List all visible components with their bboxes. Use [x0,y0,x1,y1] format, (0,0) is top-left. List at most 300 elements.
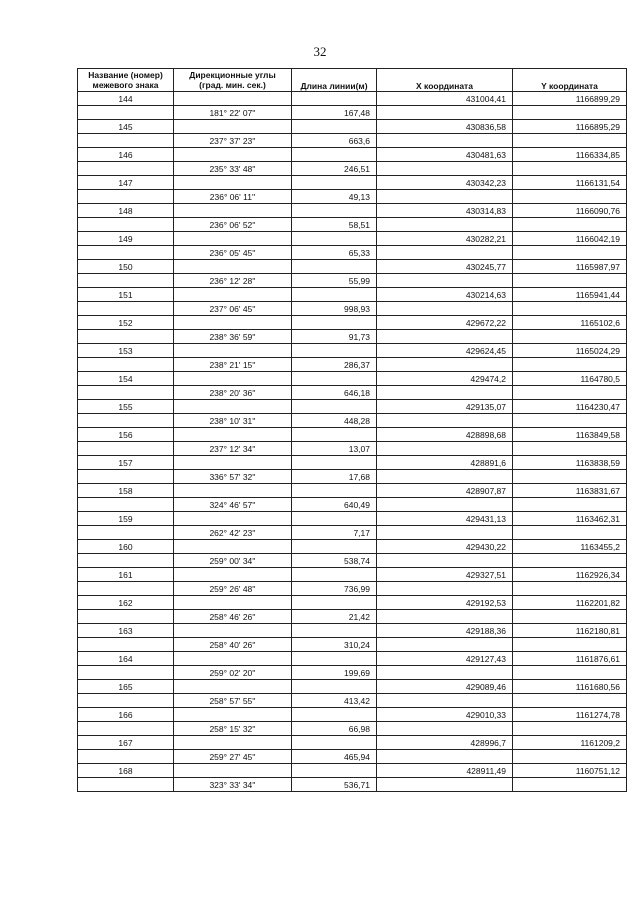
y-coordinate-cell: 1166042,19 [513,232,627,246]
y-coordinate-cell: 1166090,76 [513,204,627,218]
line-length-cell: 448,28 [292,414,377,428]
direction-angle-cell: 235° 33' 48'' [174,162,292,176]
empty-cell [292,624,377,638]
empty-cell [78,274,174,288]
empty-cell [377,358,513,372]
direction-angle-cell: 259° 02' 20'' [174,666,292,680]
empty-cell [377,330,513,344]
table-row [78,400,627,414]
table-row [78,344,627,358]
y-coordinate-cell: 1161680,56 [513,680,627,694]
empty-cell [174,260,292,274]
point-name-cell: 156 [78,428,174,442]
x-coordinate-cell: 430214,63 [377,288,513,302]
table-row [78,428,627,442]
table-body [78,92,627,792]
table-row [78,540,627,554]
direction-angle-cell: 324° 46' 57'' [174,498,292,512]
x-coordinate-cell: 429192,53 [377,596,513,610]
y-coordinate-cell: 1166899,29 [513,92,627,106]
y-coordinate-cell: 1161876,61 [513,652,627,666]
empty-cell [292,512,377,526]
empty-cell [78,554,174,568]
empty-cell [513,246,627,260]
direction-angle-cell: 323° 33' 34'' [174,778,292,792]
empty-cell [78,666,174,680]
empty-cell [174,428,292,442]
table-row [78,512,627,526]
table-row [78,596,627,610]
point-name-cell: 167 [78,736,174,750]
empty-cell [292,484,377,498]
table-row [78,610,627,624]
empty-cell [174,596,292,610]
table-row [78,274,627,288]
x-coordinate-cell: 431004,41 [377,92,513,106]
table-row [78,148,627,162]
empty-cell [513,526,627,540]
y-coordinate-cell: 1165941,44 [513,288,627,302]
table-row [78,736,627,750]
empty-cell [292,92,377,106]
empty-cell [377,414,513,428]
table-row [78,302,627,316]
table-row [78,694,627,708]
line-length-cell: 413,42 [292,694,377,708]
empty-cell [513,162,627,176]
empty-cell [78,526,174,540]
empty-cell [78,386,174,400]
empty-cell [513,386,627,400]
empty-cell [513,274,627,288]
point-name-cell: 166 [78,708,174,722]
line-length-cell: 998,93 [292,302,377,316]
empty-cell [78,610,174,624]
empty-cell [513,722,627,736]
x-coordinate-cell: 429672,22 [377,316,513,330]
x-coordinate-cell: 428898,68 [377,428,513,442]
empty-cell [377,750,513,764]
empty-cell [513,470,627,484]
x-coordinate-cell: 429010,33 [377,708,513,722]
y-coordinate-cell: 1166334,85 [513,148,627,162]
empty-cell [292,176,377,190]
table-header [78,69,627,92]
empty-cell [377,470,513,484]
empty-cell [174,400,292,414]
table-row [78,442,627,456]
x-coordinate-cell: 429135,07 [377,400,513,414]
direction-angle-cell: 236° 06' 52'' [174,218,292,232]
line-length-cell: 310,24 [292,638,377,652]
point-name-cell: 163 [78,624,174,638]
line-length-cell: 91,73 [292,330,377,344]
empty-cell [513,414,627,428]
table-row [78,666,627,680]
empty-cell [377,638,513,652]
direction-angle-cell: 258° 46' 26'' [174,610,292,624]
empty-cell [513,218,627,232]
empty-cell [292,316,377,330]
x-coordinate-cell: 430245,77 [377,260,513,274]
line-length-cell: 49,13 [292,190,377,204]
x-coordinate-cell: 429089,46 [377,680,513,694]
page-number: 32 [313,44,327,59]
y-coordinate-cell: 1165024,29 [513,344,627,358]
empty-cell [174,344,292,358]
header-x: X координата [377,69,513,92]
y-coordinate-cell: 1163838,59 [513,456,627,470]
table-row [78,638,627,652]
direction-angle-cell: 236° 05' 45'' [174,246,292,260]
empty-cell [292,456,377,470]
empty-cell [377,218,513,232]
empty-cell [78,162,174,176]
empty-cell [377,582,513,596]
x-coordinate-cell: 430342,23 [377,176,513,190]
table-row [78,764,627,778]
line-length-cell: 640,49 [292,498,377,512]
empty-cell [174,92,292,106]
x-coordinate-cell: 430481,63 [377,148,513,162]
line-length-cell: 17,68 [292,470,377,484]
empty-cell [78,470,174,484]
table-row [78,190,627,204]
empty-cell [377,778,513,792]
table-row [78,568,627,582]
line-length-cell: 65,33 [292,246,377,260]
table-row [78,498,627,512]
empty-cell [292,344,377,358]
x-coordinate-cell: 429624,45 [377,344,513,358]
table-row [78,582,627,596]
table-row [78,778,627,792]
empty-cell [292,260,377,274]
table-row [78,92,627,106]
x-coordinate-cell: 428911,49 [377,764,513,778]
table-row [78,680,627,694]
empty-cell [292,596,377,610]
x-coordinate-cell: 429474,2 [377,372,513,386]
empty-cell [292,372,377,386]
table-row [78,652,627,666]
header-length: Длина линии(м) [292,69,377,92]
empty-cell [174,148,292,162]
table-row [78,554,627,568]
line-length-cell: 465,94 [292,750,377,764]
empty-cell [292,120,377,134]
direction-angle-cell: 238° 21' 15'' [174,358,292,372]
point-name-cell: 168 [78,764,174,778]
direction-angle-cell: 258° 57' 55'' [174,694,292,708]
empty-cell [377,442,513,456]
empty-cell [292,708,377,722]
direction-angle-cell: 238° 36' 59'' [174,330,292,344]
point-name-cell: 144 [78,92,174,106]
empty-cell [513,358,627,372]
empty-cell [292,540,377,554]
table-row [78,246,627,260]
empty-cell [174,484,292,498]
empty-cell [78,582,174,596]
empty-cell [174,708,292,722]
empty-cell [292,736,377,750]
point-name-cell: 159 [78,512,174,526]
empty-cell [78,442,174,456]
empty-cell [78,106,174,120]
line-length-cell: 536,71 [292,778,377,792]
empty-cell [78,358,174,372]
table-row [78,106,627,120]
empty-cell [292,652,377,666]
point-name-cell: 148 [78,204,174,218]
empty-cell [377,246,513,260]
empty-cell [292,232,377,246]
empty-cell [78,218,174,232]
table-row [78,526,627,540]
x-coordinate-cell: 429430,22 [377,540,513,554]
table-row [78,484,627,498]
point-name-cell: 146 [78,148,174,162]
point-name-cell: 164 [78,652,174,666]
point-name-cell: 152 [78,316,174,330]
y-coordinate-cell: 1163462,31 [513,512,627,526]
y-coordinate-cell: 1162180,81 [513,624,627,638]
point-name-cell: 151 [78,288,174,302]
empty-cell [377,722,513,736]
empty-cell [377,694,513,708]
line-length-cell: 663,6 [292,134,377,148]
x-coordinate-cell: 428907,87 [377,484,513,498]
empty-cell [513,582,627,596]
direction-angle-cell: 262° 42' 23'' [174,526,292,540]
empty-cell [174,736,292,750]
empty-cell [513,610,627,624]
empty-cell [174,176,292,190]
y-coordinate-cell: 1162201,82 [513,596,627,610]
y-coordinate-cell: 1163455,2 [513,540,627,554]
empty-cell [377,302,513,316]
direction-angle-cell: 259° 00' 34'' [174,554,292,568]
point-name-cell: 158 [78,484,174,498]
line-length-cell: 736,99 [292,582,377,596]
table-row [78,414,627,428]
empty-cell [513,442,627,456]
empty-cell [174,764,292,778]
table-row [78,120,627,134]
table-row [78,316,627,330]
direction-angle-cell: 238° 20' 36'' [174,386,292,400]
point-name-cell: 157 [78,456,174,470]
empty-cell [513,778,627,792]
empty-cell [377,162,513,176]
y-coordinate-cell: 1164780,5 [513,372,627,386]
empty-cell [174,288,292,302]
y-coordinate-cell: 1163831,67 [513,484,627,498]
direction-angle-cell: 258° 40' 26'' [174,638,292,652]
header-name: Название (номер) межевого знака [78,69,174,92]
empty-cell [292,288,377,302]
empty-cell [292,400,377,414]
y-coordinate-cell: 1162926,34 [513,568,627,582]
empty-cell [292,148,377,162]
empty-cell [174,120,292,134]
empty-cell [513,302,627,316]
table-row [78,456,627,470]
y-coordinate-cell: 1165102,6 [513,316,627,330]
line-length-cell: 7,17 [292,526,377,540]
y-coordinate-cell: 1160751,12 [513,764,627,778]
point-name-cell: 155 [78,400,174,414]
table-row [78,750,627,764]
empty-cell [174,624,292,638]
empty-cell [292,568,377,582]
table-row [78,722,627,736]
empty-cell [377,498,513,512]
empty-cell [377,386,513,400]
empty-cell [78,694,174,708]
empty-cell [513,750,627,764]
table-row [78,204,627,218]
empty-cell [78,302,174,316]
empty-cell [78,498,174,512]
table-row [78,162,627,176]
empty-cell [513,666,627,680]
direction-angle-cell: 237° 12' 34'' [174,442,292,456]
empty-cell [377,190,513,204]
table-row [78,470,627,484]
direction-angle-cell: 336° 57' 32'' [174,470,292,484]
point-name-cell: 149 [78,232,174,246]
empty-cell [174,652,292,666]
x-coordinate-cell: 429431,13 [377,512,513,526]
x-coordinate-cell: 428891,6 [377,456,513,470]
line-length-cell: 646,18 [292,386,377,400]
table-row [78,386,627,400]
table-row [78,260,627,274]
table-row [78,358,627,372]
empty-cell [513,498,627,512]
table-row [78,134,627,148]
empty-cell [78,134,174,148]
y-coordinate-cell: 1166131,54 [513,176,627,190]
empty-cell [513,330,627,344]
line-length-cell: 21,42 [292,610,377,624]
line-length-cell: 13,07 [292,442,377,456]
direction-angle-cell: 237° 37' 23'' [174,134,292,148]
line-length-cell: 66,98 [292,722,377,736]
empty-cell [292,680,377,694]
point-name-cell: 165 [78,680,174,694]
empty-cell [377,106,513,120]
direction-angle-cell: 236° 12' 28'' [174,274,292,288]
y-coordinate-cell: 1161274,78 [513,708,627,722]
empty-cell [78,246,174,260]
table-row [78,288,627,302]
y-coordinate-cell: 1166895,29 [513,120,627,134]
x-coordinate-cell: 430836,58 [377,120,513,134]
empty-cell [513,554,627,568]
line-length-cell: 167,48 [292,106,377,120]
empty-cell [78,722,174,736]
point-name-cell: 162 [78,596,174,610]
empty-cell [174,316,292,330]
y-coordinate-cell: 1165987,97 [513,260,627,274]
header-angle: Дирекционные углы (град. мин. сек.) [174,69,292,92]
y-coordinate-cell: 1161209,2 [513,736,627,750]
empty-cell [377,554,513,568]
x-coordinate-cell: 430314,83 [377,204,513,218]
table-row [78,330,627,344]
x-coordinate-cell: 429127,43 [377,652,513,666]
empty-cell [78,750,174,764]
line-length-cell: 286,37 [292,358,377,372]
empty-cell [174,568,292,582]
point-name-cell: 147 [78,176,174,190]
empty-cell [377,526,513,540]
empty-cell [78,778,174,792]
empty-cell [174,680,292,694]
line-length-cell: 55,99 [292,274,377,288]
line-length-cell: 199,69 [292,666,377,680]
table-row [78,708,627,722]
empty-cell [292,204,377,218]
empty-cell [513,134,627,148]
direction-angle-cell: 238° 10' 31'' [174,414,292,428]
empty-cell [377,134,513,148]
point-name-cell: 153 [78,344,174,358]
header-y: Y координата [513,69,627,92]
empty-cell [174,512,292,526]
line-length-cell: 246,51 [292,162,377,176]
direction-angle-cell: 181° 22' 07'' [174,106,292,120]
empty-cell [174,540,292,554]
direction-angle-cell: 237° 06' 45'' [174,302,292,316]
empty-cell [513,190,627,204]
empty-cell [78,190,174,204]
empty-cell [377,666,513,680]
empty-cell [174,456,292,470]
table-row [78,372,627,386]
x-coordinate-cell: 428996,7 [377,736,513,750]
y-coordinate-cell: 1163849,58 [513,428,627,442]
x-coordinate-cell: 429188,36 [377,624,513,638]
direction-angle-cell: 236° 06' 11'' [174,190,292,204]
empty-cell [174,204,292,218]
line-length-cell: 538,74 [292,554,377,568]
table-row [78,624,627,638]
empty-cell [174,232,292,246]
empty-cell [513,106,627,120]
empty-cell [377,610,513,624]
empty-cell [292,428,377,442]
line-length-cell: 58,51 [292,218,377,232]
empty-cell [78,414,174,428]
direction-angle-cell: 258° 15' 32'' [174,722,292,736]
direction-angle-cell: 259° 27' 45'' [174,750,292,764]
empty-cell [292,764,377,778]
table-row [78,232,627,246]
empty-cell [377,274,513,288]
x-coordinate-cell: 429327,51 [377,568,513,582]
direction-angle-cell: 259° 26' 48'' [174,582,292,596]
boundary-coordinates-table [77,68,627,792]
empty-cell [174,372,292,386]
point-name-cell: 160 [78,540,174,554]
y-coordinate-cell: 1164230,47 [513,400,627,414]
point-name-cell: 150 [78,260,174,274]
point-name-cell: 145 [78,120,174,134]
